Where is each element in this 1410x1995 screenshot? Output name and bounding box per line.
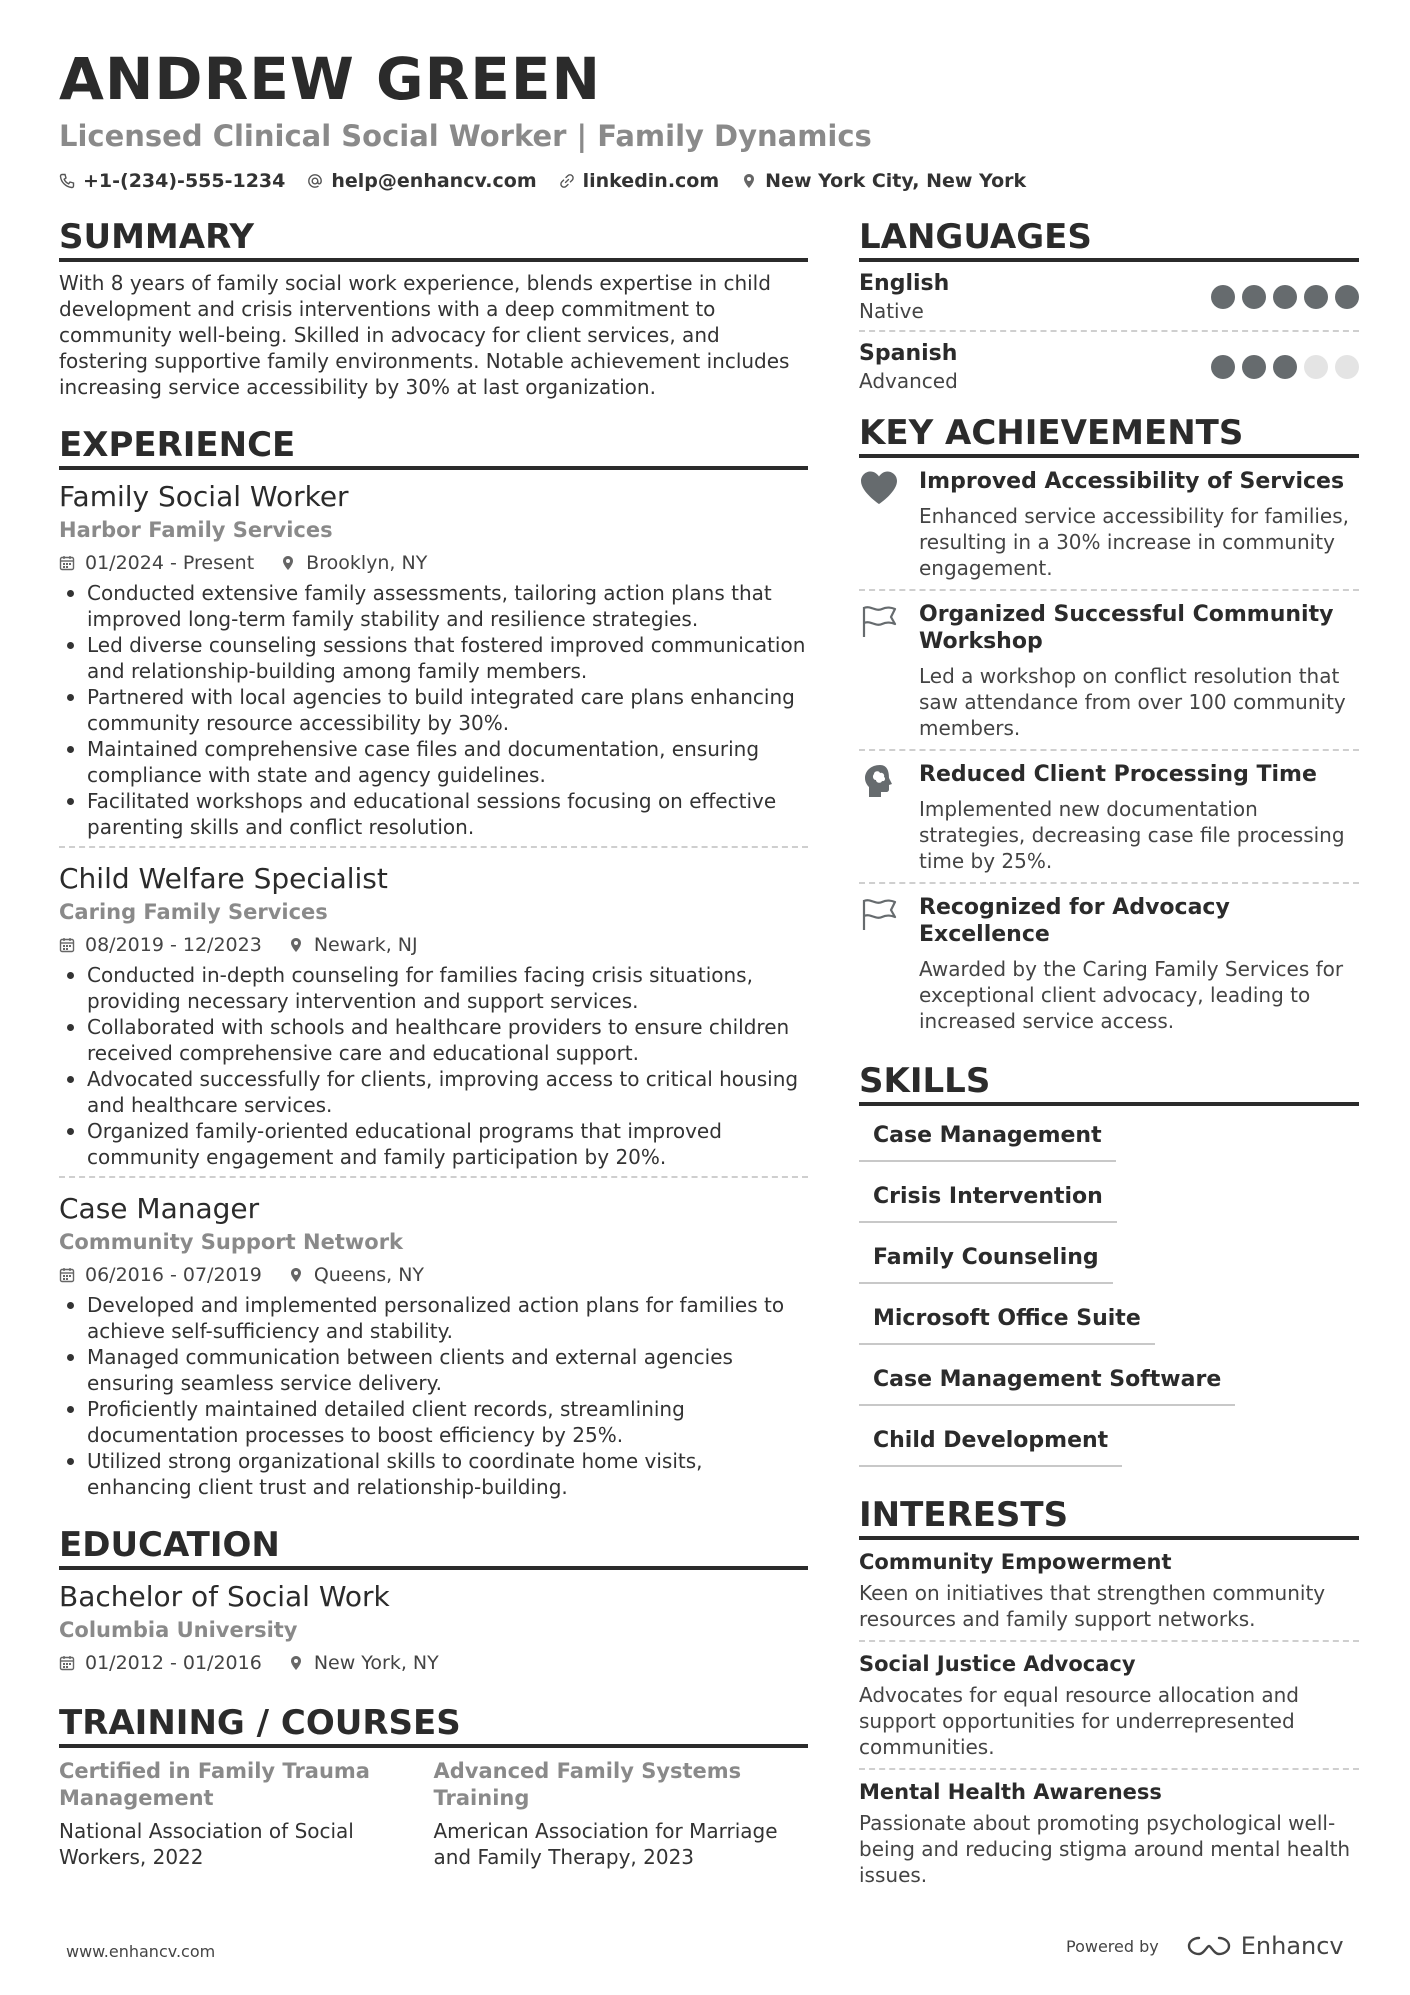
footer-website[interactable]: www.enhancv.com	[66, 1942, 216, 1961]
languages-section	[859, 216, 1359, 400]
company-name: Caring Family Services	[59, 900, 328, 924]
experience-section	[59, 424, 808, 1506]
job-entry	[59, 846, 808, 1176]
training-title: Advanced Family Systems Training	[433, 1759, 742, 1810]
interest-item	[859, 1768, 1359, 1896]
summary-text: With 8 years of family social work experience, blends expertise in child development and crisis interventions with a deep commitment to community well-being. Skilled in advocacy for client services, and fostering supportive family environments. Notable achievement includes increasing service accessibility by 30% at last organization.	[59, 271, 790, 399]
job-dates	[59, 1260, 262, 1290]
summary-heading: SUMMARY	[59, 216, 808, 262]
achievement-item	[859, 882, 1359, 1042]
bullet-item: Utilized strong organizational skills to coordinate home visits, enhancing client trust and relationship-building.	[59, 1448, 808, 1500]
education-section	[59, 1524, 808, 1678]
heart-icon	[859, 468, 919, 581]
job-dates-text: 08/2019 - 12/2023	[85, 934, 262, 956]
calendar-icon	[59, 1267, 75, 1283]
interest-title: Mental Health Awareness	[859, 1780, 1162, 1804]
proficiency-dot	[1242, 355, 1266, 379]
languages-heading: LANGUAGES	[859, 216, 1359, 262]
achievement-body	[919, 601, 1359, 741]
achievement-body	[919, 468, 1359, 581]
flag-icon	[859, 894, 919, 1034]
proficiency-dot	[1211, 355, 1235, 379]
interest-title: Social Justice Advocacy	[859, 1652, 1136, 1676]
proficiency-dots	[1204, 355, 1359, 379]
location-pin-icon	[741, 173, 757, 189]
proficiency-dot	[1304, 355, 1328, 379]
calendar-icon	[59, 937, 75, 953]
proficiency-dot	[1335, 285, 1359, 309]
proficiency-dot	[1273, 285, 1297, 309]
powered-by-label: Powered by	[1066, 1936, 1159, 1956]
candidate-title: Licensed Clinical Social Worker | Family Dynamics	[59, 119, 872, 153]
achievement-desc: Led a workshop on conflict resolution that saw attendance from over 100 community members.	[919, 664, 1346, 740]
contact-bar	[59, 170, 1359, 192]
training-item	[59, 1758, 434, 1870]
company-name: Community Support Network	[59, 1230, 404, 1254]
skill-tag: Microsoft Office Suite	[859, 1301, 1155, 1345]
bullet-item: Maintained comprehensive case files and documentation, ensuring compliance with state and agency guidelines.	[59, 736, 808, 788]
achievement-list	[859, 458, 1359, 1042]
language-list	[859, 262, 1359, 400]
achievement-title: Recognized for Advocacy Excellence	[919, 895, 1230, 947]
bullet-item: Led diverse counseling sessions that fostered improved communication and relationship-building among family members.	[59, 632, 808, 684]
location-pin-icon	[280, 555, 296, 571]
interest-list	[859, 1540, 1359, 1896]
interest-item	[859, 1640, 1359, 1768]
bullet-item: Developed and implemented personalized action plans for families to achieve self-sufficiency and stability.	[59, 1292, 808, 1344]
bullet-item: Proficiently maintained detailed client records, streamlining documentation processes to boost efficiency by 25%.	[59, 1396, 808, 1448]
flag-icon	[859, 601, 919, 741]
job-title: Family Social Worker	[59, 480, 349, 513]
achievement-desc: Enhanced service accessibility for families, resulting in a 30% increase in community engagement.	[919, 504, 1350, 580]
interest-desc: Advocates for equal resource allocation and support opportunities for underrepresented communities.	[859, 1683, 1299, 1759]
achievement-title: Reduced Client Processing Time	[919, 762, 1317, 787]
achievement-desc: Implemented new documentation strategies, decreasing case file processing time by 25%.	[919, 797, 1345, 873]
bullet-item: Facilitated workshops and educational sessions focusing on effective parenting skills and conflict resolution.	[59, 788, 808, 840]
job-dates	[59, 548, 254, 578]
head-icon	[859, 761, 919, 874]
language-item	[859, 262, 1359, 330]
summary-section	[59, 216, 808, 400]
job-entry	[59, 478, 808, 846]
skills-section	[859, 1060, 1359, 1484]
link-icon	[559, 173, 575, 189]
calendar-icon	[59, 1655, 75, 1671]
location-pin-icon	[288, 937, 304, 953]
job-meta	[59, 930, 808, 960]
skills-heading: SKILLS	[859, 1060, 1359, 1106]
education-dates-text: 01/2012 - 01/2016	[85, 1652, 262, 1674]
job-dates-text: 01/2024 - Present	[85, 552, 255, 574]
interests-section	[859, 1494, 1359, 1896]
achievements-section	[859, 412, 1359, 1042]
education-location	[288, 1648, 439, 1678]
bullet-item: Managed communication between clients and external agencies ensuring seamless service delivery.	[59, 1344, 808, 1396]
proficiency-dot	[1335, 355, 1359, 379]
achievement-body	[919, 894, 1359, 1034]
language-name: Spanish	[859, 341, 958, 366]
language-item	[859, 330, 1359, 400]
contact-phone	[59, 170, 285, 192]
brand-logo[interactable]	[1185, 1932, 1344, 1960]
training-desc: American Association for Marriage and Family Therapy, 2023	[433, 1819, 778, 1869]
job-dates-text: 06/2016 - 07/2019	[85, 1264, 262, 1286]
skill-tag: Case Management	[859, 1118, 1116, 1162]
degree-title: Bachelor of Social Work	[59, 1580, 390, 1613]
job-location-text: Brooklyn, NY	[306, 552, 428, 574]
job-meta	[59, 548, 808, 578]
job-entry	[59, 1176, 808, 1506]
job-list	[59, 478, 808, 1506]
interest-item	[859, 1540, 1359, 1640]
enhancv-logo-icon	[1185, 1933, 1233, 1959]
bullet-item: Partnered with local agencies to build integrated care plans enhancing community resource accessibility by 30%.	[59, 684, 808, 736]
achievement-desc: Awarded by the Caring Family Services for exceptional client advocacy, leading to increased service access.	[919, 957, 1344, 1033]
achievements-heading: KEY ACHIEVEMENTS	[859, 412, 1359, 458]
phone-text: +1-(234)-555-1234	[83, 170, 286, 192]
location-pin-icon	[288, 1267, 304, 1283]
bullet-item: Conducted in-depth counseling for families facing crisis situations, providing necessary intervention and support services.	[59, 962, 808, 1014]
interest-desc: Passionate about promoting psychological well-being and reducing stigma around mental health issues.	[859, 1811, 1351, 1887]
contact-location	[741, 170, 1026, 192]
job-bullets	[59, 1292, 808, 1500]
proficiency-dots	[1204, 285, 1359, 309]
achievement-item	[859, 589, 1359, 749]
phone-icon	[59, 173, 75, 189]
right-column	[859, 216, 1359, 1896]
skill-tag: Family Counseling	[859, 1240, 1113, 1284]
training-item	[434, 1758, 809, 1870]
education-location-text: New York, NY	[313, 1652, 439, 1674]
bullet-item: Conducted extensive family assessments, tailoring action plans that improved long-term family stability and resilience strategies.	[59, 580, 808, 632]
bullet-item: Organized family-oriented educational programs that improved community engagement and family participation by 20%.	[59, 1118, 808, 1170]
achievement-body	[919, 761, 1359, 874]
job-location	[288, 1260, 424, 1290]
education-dates	[59, 1648, 262, 1678]
bullet-item: Collaborated with schools and healthcare providers to ensure children received comprehensive care and educational support.	[59, 1014, 808, 1066]
achievement-title: Improved Accessibility of Services	[919, 469, 1345, 494]
job-dates	[59, 930, 262, 960]
achievement-item	[859, 749, 1359, 882]
location-text: New York City, New York	[765, 170, 1027, 192]
skill-tag: Crisis Intervention	[859, 1179, 1117, 1223]
candidate-name: ANDREW GREEN	[59, 45, 602, 113]
linkedin-link[interactable]: linkedin.com	[582, 170, 720, 192]
brand-name: Enhancv	[1240, 1932, 1344, 1960]
training-section	[59, 1702, 808, 1870]
education-meta	[59, 1648, 808, 1678]
training-grid	[59, 1758, 808, 1870]
proficiency-dot	[1273, 355, 1297, 379]
experience-heading: EXPERIENCE	[59, 424, 808, 470]
skill-tag: Child Development	[859, 1423, 1122, 1467]
school-name: Columbia University	[59, 1618, 298, 1642]
job-location	[280, 548, 427, 578]
calendar-icon	[59, 555, 75, 571]
location-pin-icon	[288, 1655, 304, 1671]
achievement-title: Organized Successful Community Workshop	[919, 602, 1334, 654]
language-name: English	[859, 271, 950, 296]
interest-title: Community Empowerment	[859, 1550, 1172, 1574]
skill-list	[859, 1118, 1359, 1484]
education-heading: EDUCATION	[59, 1524, 808, 1570]
proficiency-dot	[1304, 285, 1328, 309]
job-meta	[59, 1260, 808, 1290]
language-level: Native	[859, 299, 924, 323]
at-icon	[307, 173, 323, 189]
language-info	[859, 340, 958, 394]
resume-header	[59, 44, 1359, 192]
contact-email[interactable]	[307, 170, 536, 192]
email-link[interactable]: help@enhancv.com	[331, 170, 537, 192]
proficiency-dot	[1242, 285, 1266, 309]
skill-tag: Case Management Software	[859, 1362, 1235, 1406]
job-location-text: Queens, NY	[313, 1264, 425, 1286]
achievement-item	[859, 458, 1359, 589]
job-bullets	[59, 580, 808, 840]
training-title: Certified in Family Trauma Management	[59, 1759, 370, 1810]
language-level: Advanced	[859, 369, 958, 393]
job-title: Case Manager	[59, 1192, 260, 1225]
training-heading: TRAINING / COURSES	[59, 1702, 808, 1748]
job-location-text: Newark, NJ	[313, 934, 418, 956]
job-title: Child Welfare Specialist	[59, 862, 388, 895]
proficiency-dot	[1211, 285, 1235, 309]
language-info	[859, 270, 949, 324]
contact-linkedin[interactable]	[559, 170, 720, 192]
footer-branding	[1066, 1932, 1344, 1960]
company-name: Harbor Family Services	[59, 518, 333, 542]
job-bullets	[59, 962, 808, 1170]
interest-desc: Keen on initiatives that strengthen community resources and family support networks.	[859, 1581, 1326, 1631]
bullet-item: Advocated successfully for clients, improving access to critical housing and healthcare services.	[59, 1066, 808, 1118]
interests-heading: INTERESTS	[859, 1494, 1359, 1540]
left-column	[59, 216, 808, 1870]
job-location	[288, 930, 418, 960]
training-desc: National Association of Social Workers, 2022	[59, 1819, 354, 1869]
